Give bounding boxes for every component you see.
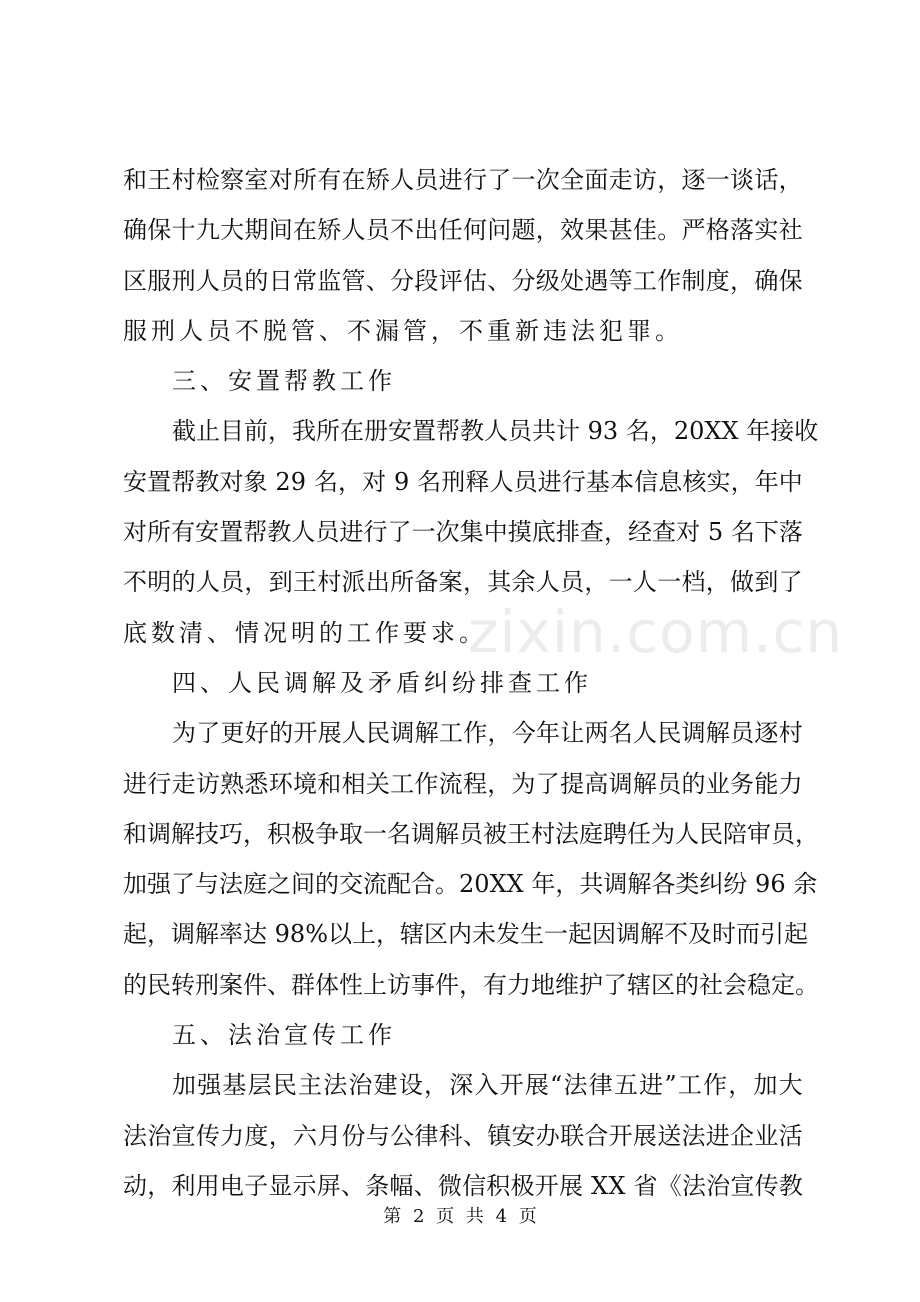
- paragraph-line: 对 所 有 安 置 帮 教 人 员 进 行 了 一 次 集 中 摸 底 排 查 ， 经 查 对 5 名 下 落: [123, 518, 803, 547]
- document-body: [123, 162, 819, 1218]
- section-heading: 四、人民调解及矛盾纠纷排查工作: [172, 668, 592, 697]
- paragraph-line: 进 行 走 访 熟 悉 环 境 和 相 关 工 作 流 程 ， 为 了 提 高 调 解 员 的 业 务 能 力: [123, 769, 803, 798]
- paragraph-line: 的 民 转 刑 案 件 、 群 体 性 上 访 事 件 ， 有 力 地 维 护 了 辖 区 的 社 会 稳 定 。: [123, 970, 819, 999]
- paragraph-line: 截 止 目 前 ， 我 所 在 册 安 置 帮 教 人 员 共 计 9 3 名 ， 2 0 X X 年 接 收: [172, 417, 819, 446]
- section-heading: 三、安置帮教工作: [172, 367, 396, 396]
- page-footer: 第 2 页 共 4 页: [383, 1206, 537, 1227]
- section-heading: 五、法治宣传工作: [172, 1021, 396, 1050]
- paragraph-line: 动 ， 利 用 电 子 显 示 屏 、 条 幅 、 微 信 积 极 开 展 X X 省 《 法 治 宣 传 教: [123, 1171, 803, 1200]
- paragraph-line: 加 强 基 层 民 主 法 治 建 设 ， 深 入 开 展 “ 法 律 五 进 ” 工 作 ， 加 大: [172, 1071, 803, 1100]
- watermark-text: zixin.com.cn: [468, 598, 844, 666]
- paragraph-line: 法 治 宣 传 力 度 ， 六 月 份 与 公 律 科 、 镇 安 办 联 合 开 展 送 法 进 企 业 活: [123, 1121, 803, 1150]
- paragraph-line: 安 置 帮 教 对 象 2 9 名 ， 对 9 名 刑 释 人 员 进 行 基 本 信 息 核 实 ， 年 中: [123, 467, 803, 496]
- paragraph-line: 服刑人员不脱管、不漏管，不重新违法犯罪。: [123, 316, 683, 345]
- paragraph-line: 不 明 的 人 员 ， 到 王 村 派 出 所 备 案 ， 其 余 人 员 ， 一 人 一 档 ， 做 到 了: [123, 568, 803, 597]
- paragraph-line: 确 保 十 九 大 期 间 在 矫 人 员 不 出 任 何 问 题 ， 效 果 甚 佳 。 严 格 落 实 社: [123, 216, 803, 245]
- paragraph-line: 底数清、情况明的工作要求。: [123, 618, 487, 647]
- paragraph-line: 起 ， 调 解 率 达 9 8 % 以 上 ， 辖 区 内 未 发 生 一 起 因 调 解 不 及 时 而 引 起: [123, 920, 809, 949]
- paragraph-line: 和 调 解 技 巧 ， 积 极 争 取 一 名 调 解 员 被 王 村 法 庭 聘 任 为 人 民 陪 审 员 ，: [123, 819, 819, 848]
- paragraph-line: 区 服 刑 人 员 的 日 常 监 管 、 分 段 评 估 、 分 级 处 遇 等 工 作 制 度 ， 确 保: [123, 266, 803, 295]
- paragraph-line: 加 强 了 与 法 庭 之 间 的 交 流 配 合 。 2 0 X X 年 ， 共 调 解 各 类 纠 纷 9 6 余: [123, 870, 818, 899]
- paragraph-line: 和 王 村 检 察 室 对 所 有 在 矫 人 员 进 行 了 一 次 全 面 走 访 ， 逐 一 谈 话 ，: [123, 166, 803, 194]
- paragraph-line: 为 了 更 好 的 开 展 人 民 调 解 工 作 ， 今 年 让 两 名 人 民 调 解 员 逐 村: [172, 719, 803, 748]
